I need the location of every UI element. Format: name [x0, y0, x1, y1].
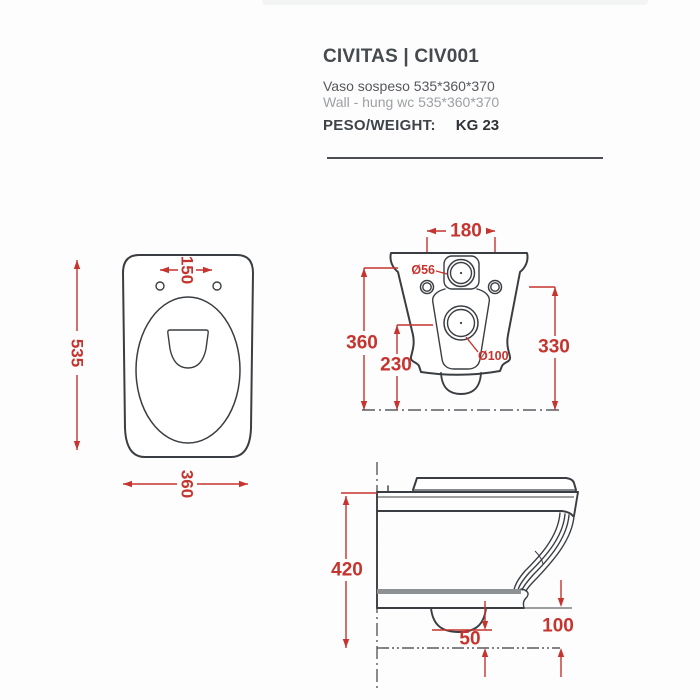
weight-label: PESO/WEIGHT:	[323, 117, 436, 134]
arrow-up-icon	[558, 648, 564, 657]
arrow-down-icon	[558, 598, 564, 607]
weight-value: KG 23	[455, 117, 500, 134]
arrow-up-icon	[343, 496, 349, 505]
dim-fixing-hole-spacing	[427, 221, 495, 253]
dim-body-height	[346, 268, 398, 410]
arrow-down-icon	[394, 401, 400, 410]
dim-depth	[68, 260, 87, 450]
dim-label-180: 180	[450, 220, 482, 242]
dim-label-50: 50	[459, 628, 481, 650]
arrow-up-icon	[394, 325, 400, 334]
product-description-it: Vaso sospeso 535*360*370	[323, 78, 495, 94]
rim-right-edge	[574, 492, 578, 516]
dim-label-d56: Ø56	[411, 263, 435, 277]
rear-view-drawing	[346, 221, 570, 411]
dim-label-230: 230	[380, 354, 412, 376]
dim-width	[123, 470, 248, 498]
arrow-down-icon	[552, 401, 558, 410]
dim-rim-height	[331, 493, 377, 648]
dim-label-330: 330	[538, 336, 570, 358]
arrow-up-icon	[361, 268, 367, 277]
arrow-up-icon	[482, 648, 488, 657]
product-description-en: Wall - hung wc 535*360*370	[323, 94, 500, 110]
arrow-down-icon	[343, 639, 349, 648]
dim-label-100: 100	[542, 615, 574, 637]
arrow-down-icon	[74, 441, 80, 450]
rim-bottom-edge	[377, 511, 573, 516]
outlet-center-mark	[460, 322, 462, 324]
arrow-left-icon	[427, 228, 436, 234]
arrow-down-icon	[361, 401, 367, 410]
dim-label-360-rear: 360	[346, 332, 378, 354]
inlet-center-mark	[460, 272, 462, 274]
arrow-right-icon	[486, 228, 495, 234]
top-view-drawing	[68, 255, 254, 498]
arrow-up-icon	[74, 260, 80, 269]
dim-body-floor-clearance	[542, 580, 574, 677]
seat-lid-side	[413, 478, 576, 490]
bowl-outline-top	[123, 255, 253, 457]
arrow-down-icon	[482, 621, 488, 630]
dim-outlet-floor-clearance	[432, 601, 492, 677]
dim-label-150: 150	[177, 255, 197, 285]
base-shade-band	[377, 589, 521, 594]
dim-label-d100: Ø100	[478, 349, 509, 363]
arrow-left-icon	[123, 481, 132, 487]
arrow-right-icon	[239, 481, 248, 487]
dim-label-420: 420	[331, 559, 363, 581]
side-view-drawing	[331, 462, 578, 688]
dim-label-360-top: 360	[177, 469, 197, 499]
arrow-up-icon	[552, 287, 558, 296]
base-right-edge	[521, 589, 528, 608]
dim-label-535: 535	[67, 338, 87, 368]
product-title: CIVITAS | CIV001	[323, 46, 479, 67]
outlet-pipe-rear	[441, 373, 481, 394]
dim-fixing-holes-height	[529, 287, 570, 410]
